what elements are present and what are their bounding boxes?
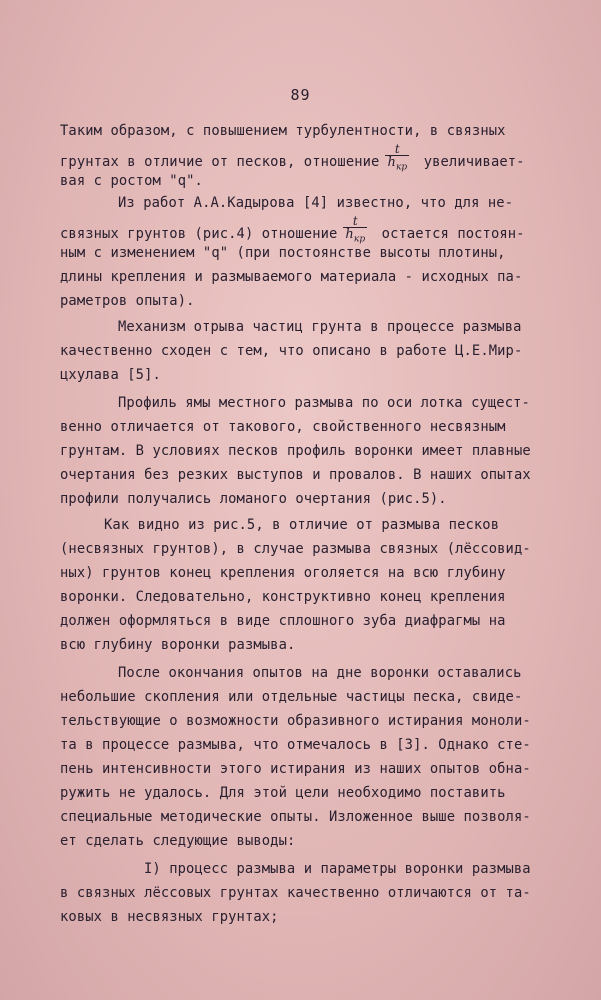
text-line: ружить не удалось. Для этой цели необходимо поставить [60,785,506,801]
text-line: вая с ростом "q". [60,173,203,189]
text-line: связных грунтов (рис.4) отношение $\frac{t}{h_{кр}}$ остается постоян- [60,214,525,245]
text-line: После окончания опытов на дне воронки оставались [118,665,522,681]
text-line: ет сделать следующие выводы: [60,833,296,849]
text-line: цхулава [5]. [60,367,161,383]
text-line: воронки. Следовательно, конструктивно конец крепления [60,589,506,605]
text-line: раметров опыта). [60,293,195,309]
text-line: Профиль ямы местного размыва по оси лотка сущест- [118,395,530,411]
text-line: ковых в несвязных грунтах; [60,909,279,925]
text-line: специальные методические опыты. Изложенное выше позволя- [60,809,531,825]
fraction-t-over-hkr: $\frac{t}{h_{кр}}$ [387,142,408,173]
text-line: Механизм отрыва частиц грунта в процессе размыва [118,319,522,335]
text-line: длины крепления и размываемого материала - исходных па- [60,269,523,285]
page-number: 89 [290,86,311,104]
text-line: качественно сходен с тем, что описано в работе Ц.Е.Мир- [60,343,523,359]
text-line: всю глубину воронки размыва. [60,637,296,653]
text-line: небольшие скопления или отдельные частицы песка, свиде- [60,689,523,705]
text-line: грунтах в отличие от песков, отношение $\frac{t}{h_{кр}}$ увеличивает- [60,142,525,173]
text-line: должен оформляться в виде сплошного зуба диафрагмы на [60,613,506,629]
text-line: очертания без резких выступов и провалов. В наших опытах [60,467,531,483]
text-line: I) процесс размыва и параметры воронки размыва [144,861,531,877]
text-line: Из работ А.А.Кадырова [4] известно, что для не- [118,195,514,211]
text-line: та в процессе размыва, что отмечалось в [3]. Однако сте- [60,737,531,753]
text-line: Как видно из рис.5, в отличие от размыва песков [104,517,500,533]
text-line: ным с изменением "q" (при постоянстве высоты плотины, [60,245,506,261]
text-line: тельствующие о возможности образивного истирания моноли- [60,713,531,729]
text-line: пень интенсивности этого истирания из наших опытов обна- [60,761,531,777]
text-line: профили получались ломаного очертания (рис.5). [60,491,447,507]
text-line: (несвязных грунтов), в случае размыва связных (лёссовид- [60,541,531,557]
fraction-t-over-hkr: $\frac{t}{h_{кр}}$ [345,214,366,245]
text-line: в связных лёссовых грунтах качественно отличаются от та- [60,885,531,901]
text-line: венно отличается от такового, свойственного несвязным [60,419,506,435]
text-line: Таким образом, с повышением турбулентности, в связных [60,123,506,139]
text-line: грунтам. В условиях песков профиль воронки имеет плавные [60,443,531,459]
text-line: ных) грунтов конец крепления оголяется на всю глубину [60,565,506,581]
